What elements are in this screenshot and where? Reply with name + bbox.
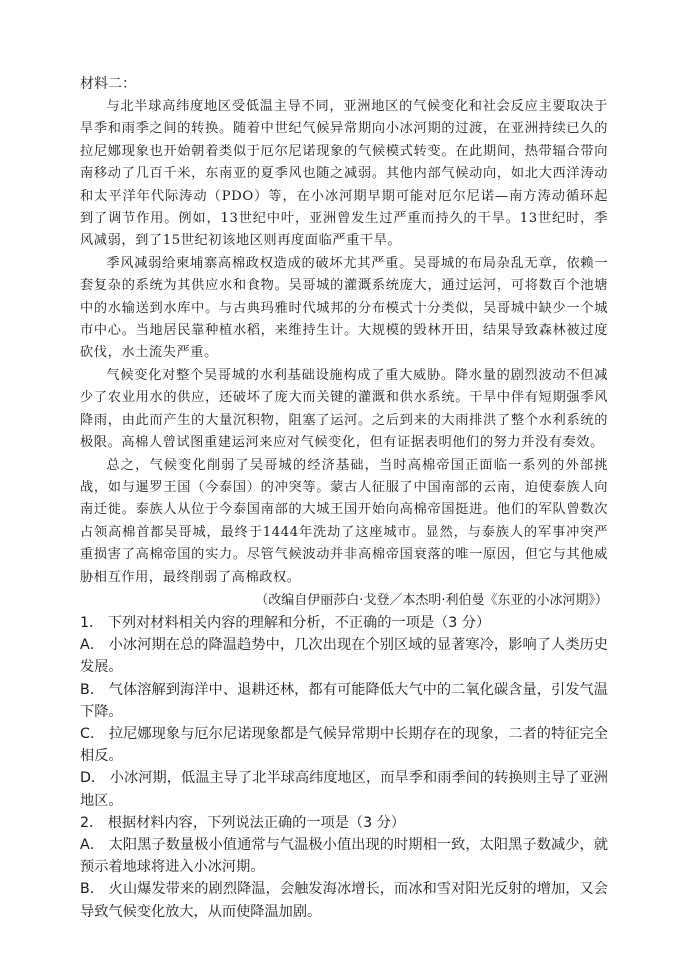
question-1-option-d: D． 小冰河期，低温主导了北半球高纬度地区，而旱季和雨季间的转换则主导了亚洲地区。 — [80, 770, 608, 809]
question-1-stem: 1． 下列对材料相关内容的理解和分析，不正确的一项是（3 分） — [80, 614, 491, 631]
question-1-option-c: C． 拉尼娜现象与厄尔尼诺现象都是气候异常期中长期存在的现象，二者的特征完全相反。 — [80, 725, 608, 765]
question-1-option-a: A． 小冰河期在总的降温趋势中，几次出现在个别区域的显著寒冷，影响了人类历史发展。 — [80, 637, 608, 676]
exam-page — [80, 72, 608, 923]
material-heading: 材料二： — [80, 76, 136, 92]
question-1-option-b: B． 气体溶解到海洋中、退耕还林，都有可能降低大气中的二氧化碳含量，引发气温下降。 — [80, 681, 608, 720]
material-paragraph-1: 与北半球高纬度地区受低温主导不同，亚洲地区的气候变化和社会反应主要取决于旱季和雨季之间的转换。随着中世纪气候异常期向小冰河期的过渡，在亚洲持续已久的拉尼娜现象也开始朝着类似于厄尔尼诺现象的气候模式转变。在此期间，热带辐合带向南移动了几百千米，东南亚的夏季风也随之减弱。其他内部气候动向，如北大西洋涛动和太平洋年代际涛动（PDO）等，在小冰河期早期可能对厄尔尼诺—南方涛动循环起到了调节作用。例如，13世纪中叶，亚洲曾发生过严重而持久的干旱。13世纪时，季风减弱，到了15世纪初该地区则再度面临严重干旱。 — [80, 99, 608, 249]
material-paragraph-3: 气候变化对整个吴哥城的水利基础设施构成了重大威胁。降水量的剧烈波动不但减少了农业用水的供应，还破坏了庞大而关键的灌溉和供水系统。干旱中伴有短期强季风降雨，由此而产生的大量沉积物，阻塞了运河。之后到来的大雨排洪了整个水利系统的极限。高棉人曾试图重建运河来应对气候变化，但有证据表明他们的努力并没有奏效。 — [80, 367, 608, 451]
material-paragraph-2: 季风减弱给柬埔寨高棉政权造成的破坏尤其严重。吴哥城的布局杂乱无章，依赖一套复杂的系统为其供应水和食物。吴哥城的灌溉系统庞大，通过运河，可将数百个池塘中的水输送到水库中。与古典玛雅时代城邦的分布模式十分类似，吴哥城中缺少一个城市中心。当地居民靠种植水稻，来维持生计。大规模的毁林开田，结果导致森林被过度砍伐，水土流失严重。 — [80, 255, 608, 361]
question-2-option-b: B． 火山爆发带来的剧烈降温，会触发海冰增长，而冰和雪对阳光反射的增加，又会导致气候变化放大，从而使降温加剧。 — [80, 881, 608, 920]
question-2-option-a: A． 太阳黑子数量极小值通常与气温极小值出现的时期相一致，太阳黑子数减少，就预示着地球将进入小冰河期。 — [80, 836, 608, 876]
material-body — [80, 96, 608, 589]
material-source: （改编自伊丽莎白·戈登／本杰明·利伯曼《东亚的小冰河期》） — [255, 592, 608, 608]
question-2 — [80, 812, 608, 923]
question-2-stem: 2． 根据材料内容，下列说法正确的一项是（3 分） — [80, 814, 406, 831]
question-1 — [80, 612, 608, 812]
material-paragraph-4: 总之，气候变化削弱了吴哥城的经济基础，当时高棉帝国正面临一系列的外部挑战，如与暹罗王国（今泰国）的冲突等。蒙古人征服了中国南部的云南，迫使泰族人向南迁徙。泰族人从位于今泰国南部的大城王国开始向高棉帝国挺进。他们的军队曾数次占领高棉首都吴哥城，最终于1444年洗劫了这座城市。显然，与泰族人的军事冲突严重损害了高棉帝国的实力。尽管气候波动并非高棉帝国衰落的唯一原因，但它与其他威胁相互作用，最终削弱了高棉政权。 — [80, 457, 608, 585]
